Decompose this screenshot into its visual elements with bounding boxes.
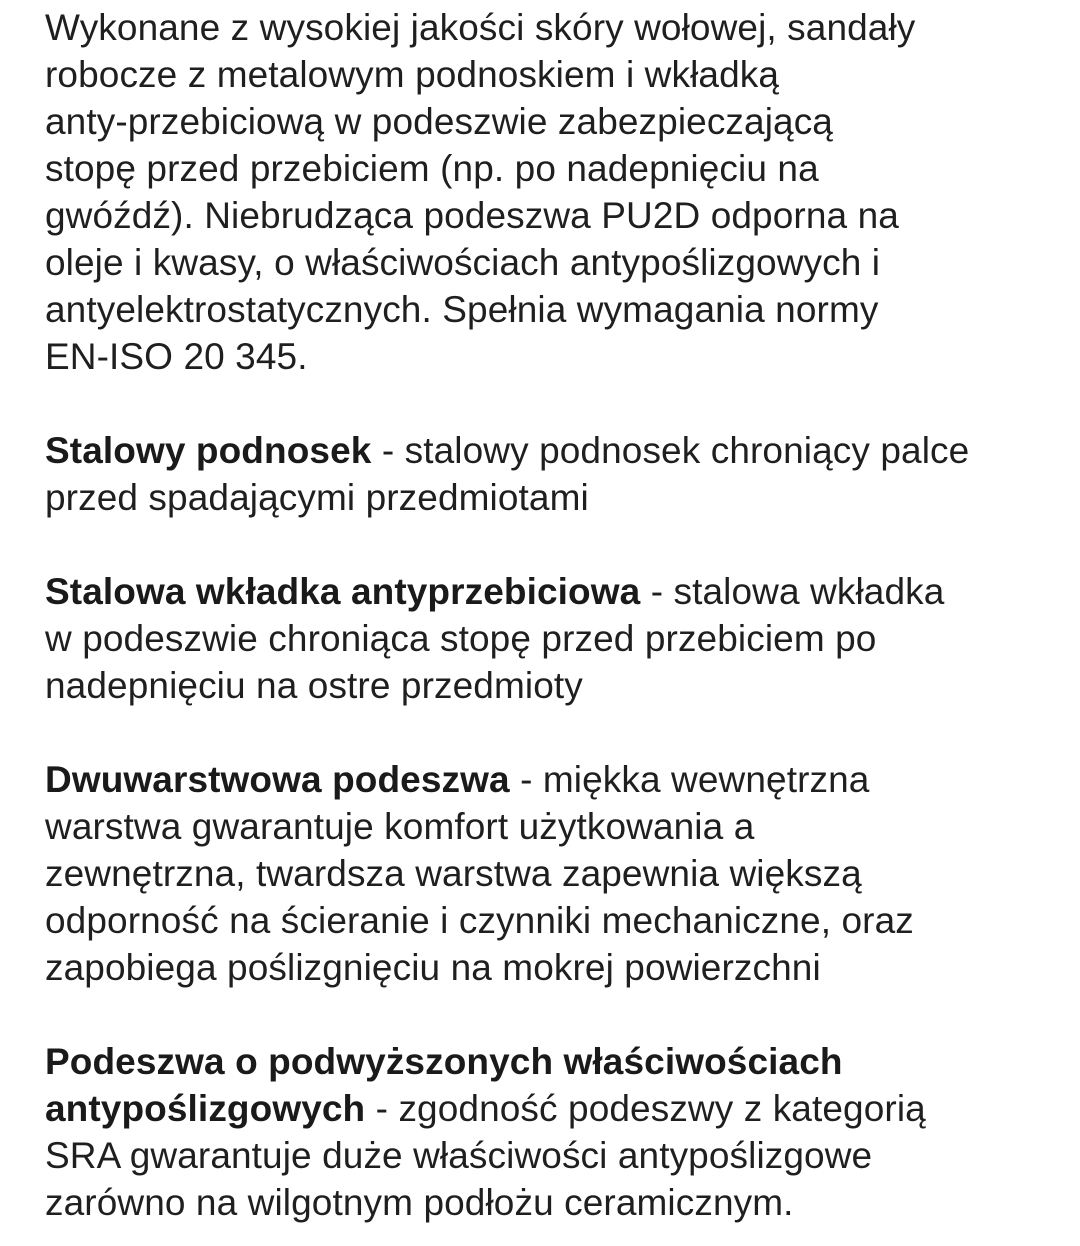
- intro-line: robocze z metalowym podnoskiem i wkładką: [45, 54, 780, 95]
- feature-antislip-sole: [45, 1038, 1055, 1226]
- feature-text: - miękka wewnętrzna: [509, 759, 870, 800]
- feature-antipuncture-insert: [45, 568, 1055, 709]
- intro-line: antyelektrostatycznych. Spełnia wymagania normy: [45, 289, 879, 330]
- feature-text: - stalowa wkładka: [640, 571, 945, 612]
- intro-line: stopę przed przebiciem (np. po nadepnięciu na: [45, 148, 819, 189]
- intro-line: oleje i kwasy, o właściwościach antypoślizgowych i: [45, 242, 881, 283]
- feature-text: zewnętrzna, twardsza warstwa zapewnia większą: [45, 853, 862, 894]
- feature-text: w podeszwie chroniąca stopę przed przebiciem po: [45, 618, 877, 659]
- intro-line: gwóźdź). Niebrudząca podeszwa PU2D odporna na: [45, 195, 899, 236]
- feature-text: nadepnięciu na ostre przedmioty: [45, 665, 583, 706]
- feature-text: przed spadającymi przedmiotami: [45, 477, 589, 518]
- feature-text: odporność na ścieranie i czynniki mechaniczne, oraz: [45, 900, 914, 941]
- feature-text: zapobiega poślizgnięciu na mokrej powierzchni: [45, 947, 821, 988]
- feature-steel-toecap: [45, 427, 1055, 521]
- feature-text: warstwa gwarantuje komfort użytkowania a: [45, 806, 755, 847]
- feature-text: zarówno na wilgotnym podłożu ceramicznym.: [45, 1182, 794, 1223]
- feature-title: Dwuwarstwowa podeszwa: [45, 759, 510, 800]
- feature-text: SRA gwarantuje duże właściwości antypoślizgowe: [45, 1135, 873, 1176]
- feature-title: Stalowa wkładka antyprzebiciowa: [45, 571, 641, 612]
- feature-title: antypoślizgowych: [45, 1088, 366, 1129]
- feature-title: Stalowy podnosek: [45, 430, 372, 471]
- intro-paragraph: [45, 4, 1055, 380]
- intro-line: anty-przebiciową w podeszwie zabezpieczającą: [45, 101, 833, 142]
- feature-text: - stalowy podnosek chroniący palce: [371, 430, 970, 471]
- product-description: [45, 4, 1055, 1226]
- intro-line: Wykonane z wysokiej jakości skóry wołowej, sandały: [45, 7, 916, 48]
- feature-double-layer-sole: [45, 756, 1055, 991]
- intro-line: EN-ISO 20 345.: [45, 336, 308, 377]
- feature-text: - zgodność podeszwy z kategorią: [365, 1088, 926, 1129]
- feature-title: Podeszwa o podwyższonych właściwościach: [45, 1041, 843, 1082]
